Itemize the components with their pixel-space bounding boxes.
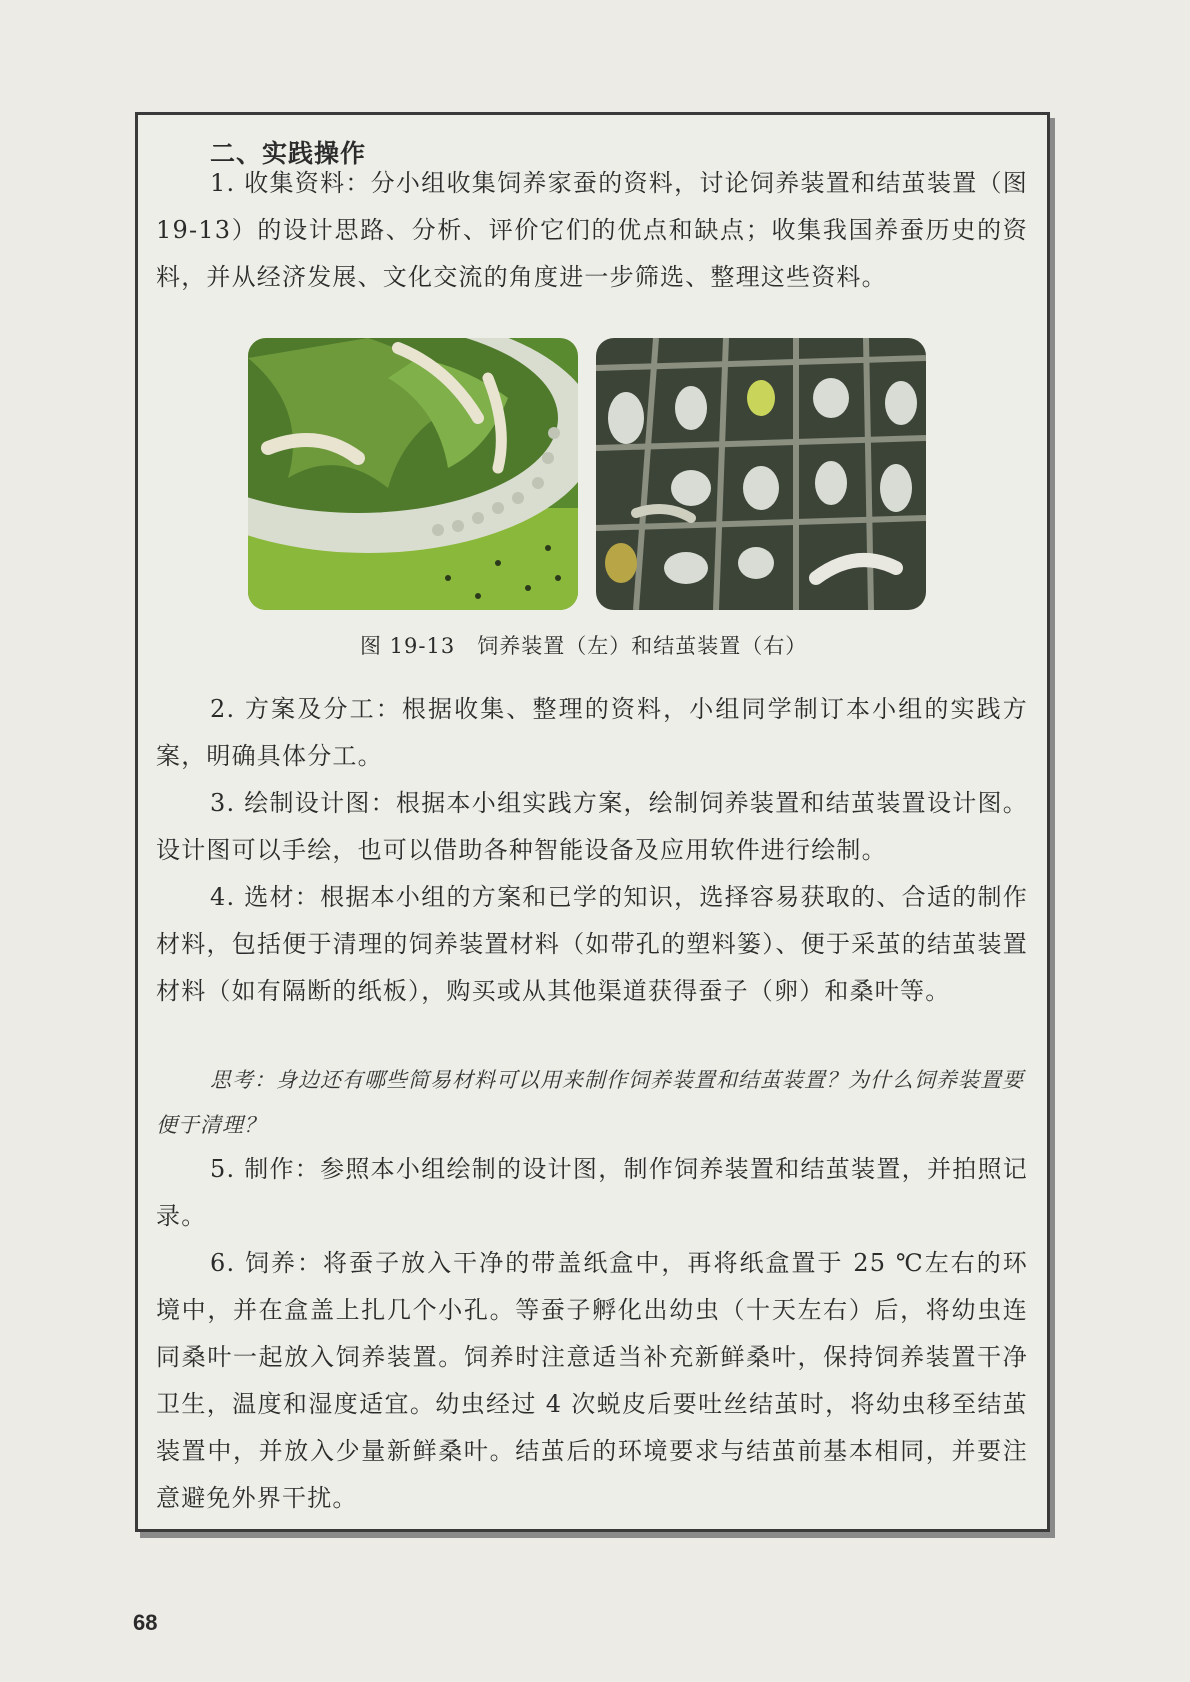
paragraph-design: 3. 绘制设计图：根据本小组实践方案，绘制饲养装置和结茧装置设计图。设计图可以手绘，也可以借助各种智能设备及应用软件进行绘制。 bbox=[156, 789, 1028, 864]
page-number: 68 bbox=[133, 1610, 158, 1635]
section-title: 二、实践操作 bbox=[210, 139, 367, 168]
paragraph-feeding: 6. 饲养：将蚕子放入干净的带盖纸盒中，再将纸盒置于 25 ℃左右的环境中，并在盒盖上扎几个小孔。等蚕子孵化出幼虫（十天左右）后，将幼虫连同桑叶一起放入饲养装置。饲养时注意适当补充新鲜桑叶，保持饲养装置干净卫生，温度和湿度适宜。幼虫经过 4 次蜕皮后要吐丝结茧时，将幼虫移至结茧装置中，并放入少量新鲜桑叶。结茧后的环境要求与结茧前基本相同，并要注意避免外界干扰。 bbox=[156, 1249, 1028, 1512]
feeding-device-photo bbox=[248, 338, 578, 610]
think-question: 思考：身边还有哪些简易材料可以用来制作饲养装置和结茧装置？为什么饲养装置要便于清理？ bbox=[156, 1068, 1024, 1137]
cocooning-device-photo bbox=[596, 338, 926, 610]
paragraph-collect: 1. 收集资料：分小组收集饲养家蚕的资料，讨论饲养装置和结茧装置（图 19-13）的设计思路、分析、评价它们的优点和缺点；收集我国养蚕历史的资料，并从经济发展、文化交流的角度进一步筛选、整理这些资料。 bbox=[156, 169, 1028, 291]
figure-caption: 图 19-13 饲养装置（左）和结茧装置（右） bbox=[360, 634, 808, 658]
paragraph-materials: 4. 选材：根据本小组的方案和已学的知识，选择容易获取的、合适的制作材料，包括便于清理的饲养装置材料（如带孔的塑料篓）、便于采茧的结茧装置材料（如有隔断的纸板），购买或从其他渠道获得蚕子（卵）和桑叶等。 bbox=[156, 883, 1028, 1005]
paragraph-plan: 2. 方案及分工：根据收集、整理的资料，小组同学制订本小组的实践方案，明确具体分工。 bbox=[156, 695, 1028, 770]
paragraph-make: 5. 制作：参照本小组绘制的设计图，制作饲养装置和结茧装置，并拍照记录。 bbox=[156, 1155, 1028, 1230]
